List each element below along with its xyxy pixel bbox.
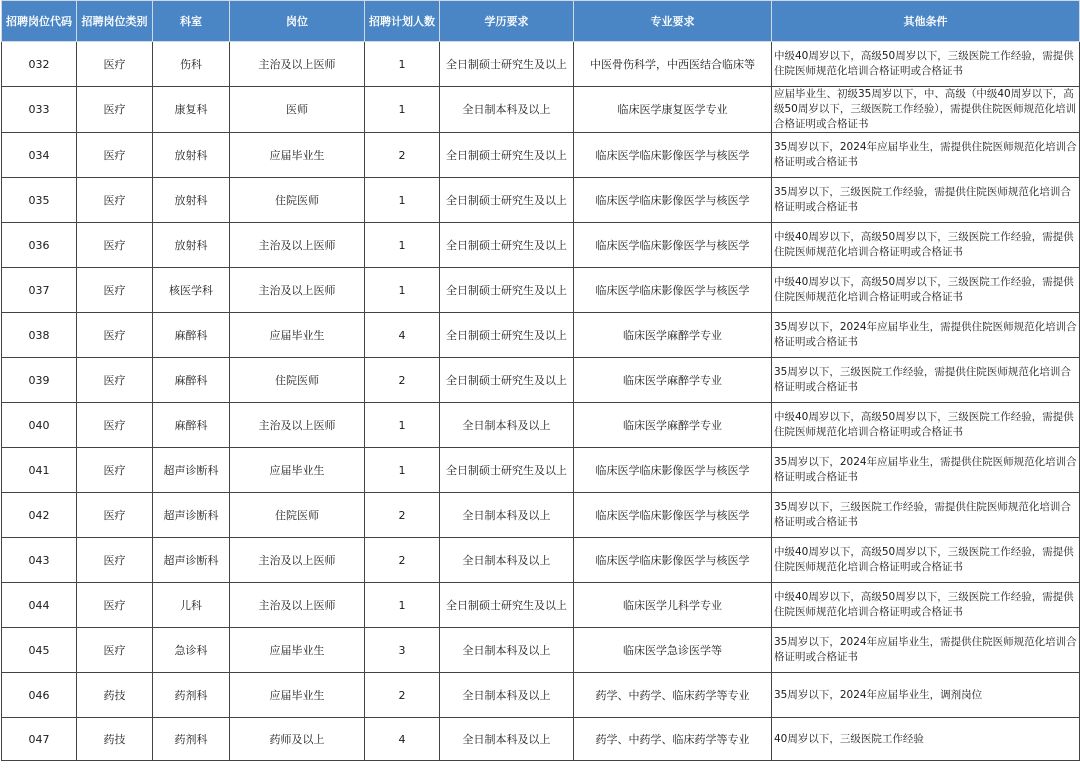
cell-other: 35周岁以下，2024年应届毕业生，需提供住院医师规范化培训合格证明或合格证书 [772,628,1080,673]
cell-education: 全日制本科及以上 [440,673,574,718]
cell-department: 超声诊断科 [153,493,230,538]
cell-category: 医疗 [77,42,153,87]
cell-code: 032 [2,42,77,87]
cell-other: 35周岁以下，2024年应届毕业生，调剂岗位 [772,673,1080,718]
cell-major: 临床医学临床影像医学与核医学 [574,448,772,493]
cell-other: 中级40周岁以下，高级50周岁以下，三级医院工作经验，需提供住院医师规范化培训合格证明或合格证书 [772,42,1080,87]
cell-category: 医疗 [77,538,153,583]
cell-category: 医疗 [77,628,153,673]
cell-category: 医疗 [77,268,153,313]
cell-position: 应届毕业生 [230,133,365,178]
cell-position: 主治及以上医师 [230,42,365,87]
cell-education: 全日制本科及以上 [440,403,574,448]
cell-department: 超声诊断科 [153,538,230,583]
cell-department: 康复科 [153,87,230,133]
cell-other: 35周岁以下，2024年应届毕业生，需提供住院医师规范化培训合格证明或合格证书 [772,448,1080,493]
table-row [2,358,1080,403]
cell-department: 儿科 [153,583,230,628]
cell-code: 039 [2,358,77,403]
cell-count: 1 [365,583,440,628]
cell-count: 2 [365,493,440,538]
cell-department: 药剂科 [153,718,230,761]
cell-other: 中级40周岁以下，高级50周岁以下，三级医院工作经验，需提供住院医师规范化培训合格证明或合格证书 [772,538,1080,583]
header-education: 学历要求 [440,1,574,42]
table-row [2,223,1080,268]
header-category: 招聘岗位类别 [77,1,153,42]
cell-position: 应届毕业生 [230,448,365,493]
table-row [2,673,1080,718]
cell-other: 35周岁以下，三级医院工作经验，需提供住院医师规范化培训合格证明或合格证书 [772,358,1080,403]
cell-major: 药学、中药学、临床药学等专业 [574,718,772,761]
cell-major: 药学、中药学、临床药学等专业 [574,673,772,718]
cell-major: 临床医学儿科学专业 [574,583,772,628]
cell-code: 043 [2,538,77,583]
header-department: 科室 [153,1,230,42]
cell-code: 045 [2,628,77,673]
cell-position: 应届毕业生 [230,313,365,358]
cell-category: 医疗 [77,403,153,448]
cell-code: 038 [2,313,77,358]
cell-major: 临床医学临床影像医学与核医学 [574,493,772,538]
cell-count: 1 [365,42,440,87]
cell-count: 1 [365,87,440,133]
cell-other: 应届毕业生、初级35周岁以下，中、高级（中级40周岁以下，高级50周岁以下，三级医院工作经验），需提供住院医师规范化培训合格证明或合格证书 [772,87,1080,133]
cell-education: 全日制硕士研究生及以上 [440,583,574,628]
cell-department: 伤科 [153,42,230,87]
cell-education: 全日制本科及以上 [440,718,574,761]
cell-position: 主治及以上医师 [230,583,365,628]
cell-other: 35周岁以下，2024年应届毕业生，需提供住院医师规范化培训合格证明或合格证书 [772,133,1080,178]
table-row [2,313,1080,358]
cell-category: 医疗 [77,448,153,493]
table-row [2,403,1080,448]
table-row [2,583,1080,628]
cell-education: 全日制硕士研究生及以上 [440,358,574,403]
cell-other: 中级40周岁以下，高级50周岁以下，三级医院工作经验，需提供住院医师规范化培训合格证明或合格证书 [772,268,1080,313]
cell-category: 医疗 [77,133,153,178]
cell-count: 1 [365,448,440,493]
cell-education: 全日制硕士研究生及以上 [440,268,574,313]
header-code: 招聘岗位代码 [2,1,77,42]
cell-count: 4 [365,313,440,358]
header-position: 岗位 [230,1,365,42]
cell-education: 全日制硕士研究生及以上 [440,313,574,358]
cell-position: 主治及以上医师 [230,223,365,268]
cell-category: 医疗 [77,87,153,133]
cell-position: 主治及以上医师 [230,268,365,313]
header-major: 专业要求 [574,1,772,42]
cell-code: 037 [2,268,77,313]
cell-department: 放射科 [153,133,230,178]
cell-major: 临床医学麻醉学专业 [574,313,772,358]
cell-category: 医疗 [77,358,153,403]
table-row [2,133,1080,178]
cell-other: 中级40周岁以下，高级50周岁以下，三级医院工作经验，需提供住院医师规范化培训合格证明或合格证书 [772,583,1080,628]
cell-count: 2 [365,358,440,403]
cell-code: 035 [2,178,77,223]
cell-other: 中级40周岁以下，高级50周岁以下，三级医院工作经验，需提供住院医师规范化培训合格证明或合格证书 [772,403,1080,448]
cell-other: 中级40周岁以下，高级50周岁以下，三级医院工作经验，需提供住院医师规范化培训合格证明或合格证书 [772,223,1080,268]
cell-department: 麻醉科 [153,358,230,403]
table-body [2,42,1080,761]
table-row [2,448,1080,493]
cell-education: 全日制硕士研究生及以上 [440,223,574,268]
cell-count: 1 [365,403,440,448]
cell-category: 医疗 [77,178,153,223]
cell-code: 033 [2,87,77,133]
cell-education: 全日制硕士研究生及以上 [440,178,574,223]
cell-department: 放射科 [153,223,230,268]
cell-category: 药技 [77,718,153,761]
cell-major: 临床医学临床影像医学与核医学 [574,268,772,313]
cell-code: 041 [2,448,77,493]
table-row [2,268,1080,313]
cell-position: 住院医师 [230,493,365,538]
cell-major: 临床医学康复医学专业 [574,87,772,133]
header-row [2,1,1080,42]
cell-code: 034 [2,133,77,178]
cell-education: 全日制本科及以上 [440,538,574,583]
cell-category: 药技 [77,673,153,718]
cell-department: 药剂科 [153,673,230,718]
cell-department: 核医学科 [153,268,230,313]
cell-other: 35周岁以下，2024年应届毕业生，需提供住院医师规范化培训合格证明或合格证书 [772,313,1080,358]
cell-code: 036 [2,223,77,268]
cell-position: 医师 [230,87,365,133]
cell-position: 主治及以上医师 [230,403,365,448]
cell-position: 住院医师 [230,178,365,223]
cell-code: 044 [2,583,77,628]
cell-count: 2 [365,133,440,178]
table-row [2,538,1080,583]
cell-education: 全日制本科及以上 [440,493,574,538]
cell-count: 4 [365,718,440,761]
table-row [2,718,1080,761]
cell-code: 047 [2,718,77,761]
cell-position: 应届毕业生 [230,673,365,718]
cell-category: 医疗 [77,493,153,538]
cell-major: 临床医学临床影像医学与核医学 [574,178,772,223]
cell-department: 急诊科 [153,628,230,673]
table-row [2,87,1080,133]
cell-code: 046 [2,673,77,718]
cell-position: 药师及以上 [230,718,365,761]
cell-code: 042 [2,493,77,538]
cell-major: 临床医学麻醉学专业 [574,403,772,448]
cell-major: 临床医学临床影像医学与核医学 [574,223,772,268]
table-row [2,493,1080,538]
cell-major: 临床医学临床影像医学与核医学 [574,538,772,583]
header-count: 招聘计划人数 [365,1,440,42]
cell-count: 3 [365,628,440,673]
cell-other: 35周岁以下，三级医院工作经验，需提供住院医师规范化培训合格证明或合格证书 [772,178,1080,223]
cell-category: 医疗 [77,313,153,358]
cell-department: 麻醉科 [153,313,230,358]
cell-count: 2 [365,538,440,583]
cell-category: 医疗 [77,583,153,628]
header-other: 其他条件 [772,1,1080,42]
cell-position: 住院医师 [230,358,365,403]
cell-position: 主治及以上医师 [230,538,365,583]
cell-count: 1 [365,268,440,313]
cell-major: 临床医学临床影像医学与核医学 [574,133,772,178]
cell-count: 1 [365,223,440,268]
cell-major: 临床医学急诊医学等 [574,628,772,673]
cell-education: 全日制硕士研究生及以上 [440,133,574,178]
cell-education: 全日制本科及以上 [440,87,574,133]
recruitment-table [1,0,1080,761]
table-row [2,178,1080,223]
cell-department: 超声诊断科 [153,448,230,493]
cell-education: 全日制硕士研究生及以上 [440,448,574,493]
cell-department: 麻醉科 [153,403,230,448]
cell-education: 全日制本科及以上 [440,628,574,673]
cell-count: 2 [365,673,440,718]
cell-education: 全日制硕士研究生及以上 [440,42,574,87]
cell-position: 应届毕业生 [230,628,365,673]
cell-department: 放射科 [153,178,230,223]
cell-major: 临床医学麻醉学专业 [574,358,772,403]
table-row [2,628,1080,673]
table-row [2,42,1080,87]
cell-other: 40周岁以下，三级医院工作经验 [772,718,1080,761]
cell-code: 040 [2,403,77,448]
cell-category: 医疗 [77,223,153,268]
cell-major: 中医骨伤科学，中西医结合临床等 [574,42,772,87]
cell-other: 35周岁以下，三级医院工作经验，需提供住院医师规范化培训合格证明或合格证书 [772,493,1080,538]
cell-count: 1 [365,178,440,223]
